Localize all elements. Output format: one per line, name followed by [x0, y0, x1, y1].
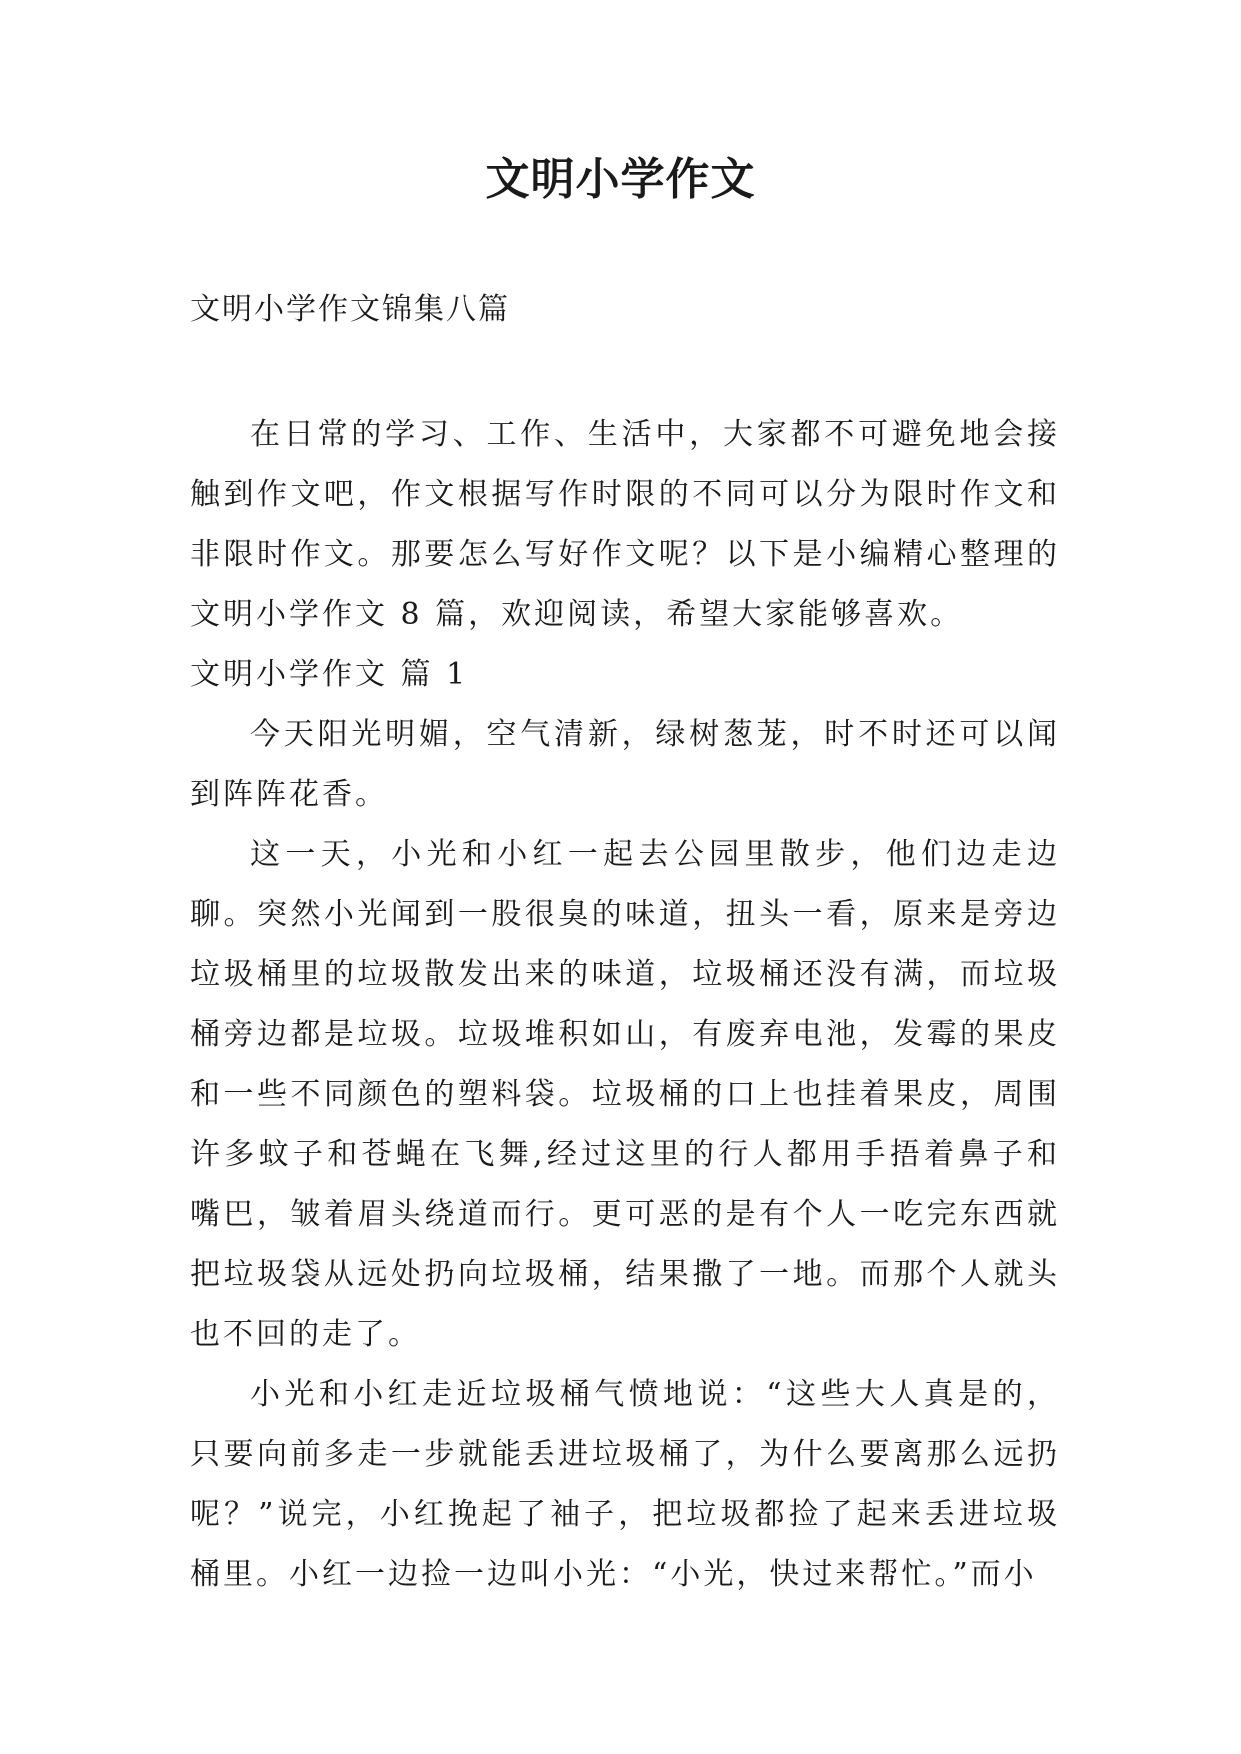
paragraph: 今天阳光明媚，空气清新，绿树葱茏，时不时还可以闻到阵阵花香。 [190, 717, 1060, 812]
document-title: 文明小学作文 [485, 154, 756, 205]
paragraph: 这一天，小光和小红一起去公园里散步，他们边走边聊。突然小光闻到一股很臭的味道，扭头一看，原来是旁边垃圾桶里的垃圾散发出来的味道，垃圾桶还没有满，而垃圾桶旁边都是垃圾。垃圾堆积如山，有废弃电池，发霉的果皮和一些不同颜色的塑料袋。垃圾桶的口上也挂着果皮，周围许多蚊子和苍蝇在飞舞,经过这里的行人都用手捂着鼻子和嘴巴，皱着眉头绕道而行。更可恶的是有个人一吃完东西就把垃圾袋从远处扔向垃圾桶，结果撒了一地。而那个人就头也不回的走了。 [190, 837, 1060, 1352]
paragraph-intro: 在日常的学习、工作、生活中，大家都不可避免地会接触到作文吧，作文根据写作时限的不同可以分为限时作文和非限时作文。那要怎么写好作文呢？以下是小编精心整理的文明小学作文 8 篇，欢迎阅读，希望大家能够喜欢。 [190, 417, 1060, 632]
document-body [190, 405, 1060, 1605]
paragraph: 小光和小红走近垃圾桶气愤地说：“这些大人真是的，只要向前多走一步就能丢进垃圾桶了，为什么要离那么远扔呢？”说完，小红挽起了袖子，把垃圾都捡了起来丢进垃圾桶里。小红一边捡一边叫小光：“小光，快过来帮忙。”而小 [190, 1377, 1060, 1592]
section-heading: 文明小学作文 篇 1 [190, 657, 469, 692]
document-subtitle: 文明小学作文锦集八篇 [190, 292, 510, 327]
